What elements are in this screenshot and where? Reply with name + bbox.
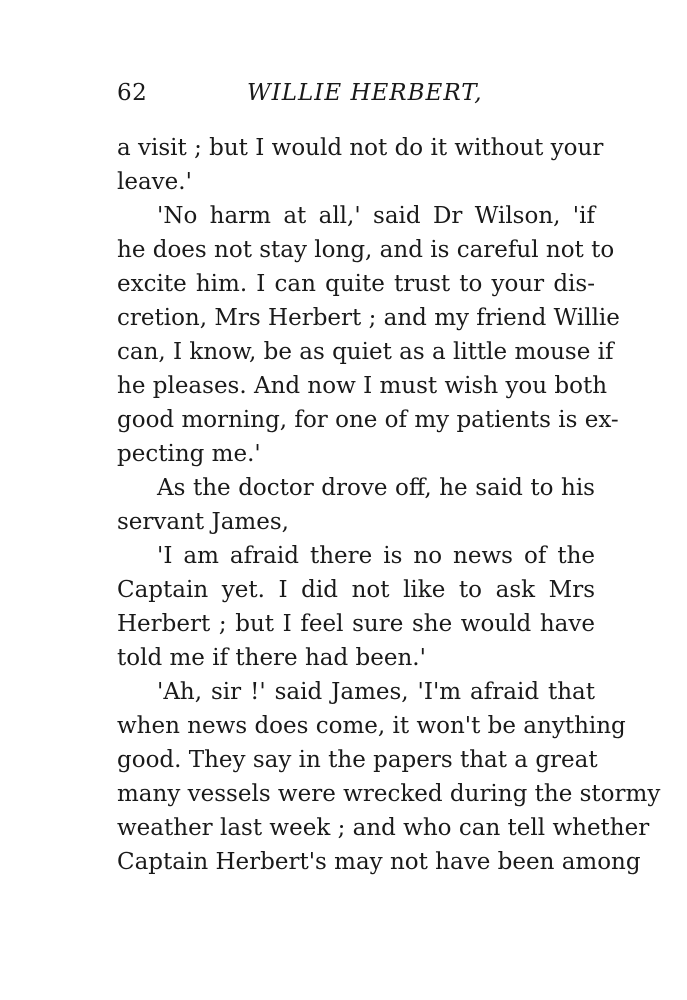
text-line: Captain Herbert's may not have been among xyxy=(117,849,641,875)
text-line: 'No harm at all,' said Dr Wilson, 'if xyxy=(157,203,595,229)
text-line: told me if there had been.' xyxy=(117,645,426,671)
text-line: can, I know, be as quiet as a little mouse if xyxy=(117,339,614,365)
text-line: when news does come, it won't be anything xyxy=(117,713,626,739)
text-line: pecting me.' xyxy=(117,441,261,467)
text-line: Herbert ; but I feel sure she would have xyxy=(117,611,595,637)
text-line: leave.' xyxy=(117,169,192,195)
text-line: cretion, Mrs Herbert ; and my friend Willie xyxy=(117,305,620,331)
text-line: good. They say in the papers that a great xyxy=(117,747,598,773)
page-number: 62 xyxy=(117,80,148,106)
text-line: 'I am afraid there is no news of the xyxy=(157,543,595,569)
text-line: he pleases. And now I must wish you both xyxy=(117,373,608,399)
text-line: good morning, for one of my patients is ex- xyxy=(117,407,619,433)
running-title: WILLIE HERBERT, xyxy=(247,80,483,106)
page-header xyxy=(117,80,597,116)
text-line: excite him. I can quite trust to your dis- xyxy=(117,271,595,297)
text-line: servant James, xyxy=(117,509,289,535)
text-line: a visit ; but I would not do it without your xyxy=(117,135,604,161)
text-line: he does not stay long, and is careful not to xyxy=(117,237,615,263)
text-line: As the doctor drove off, he said to his xyxy=(157,475,595,501)
text-line: Captain yet. I did not like to ask Mrs xyxy=(117,577,595,603)
text-line: weather last week ; and who can tell whether xyxy=(117,815,650,841)
text-line: many vessels were wrecked during the stormy xyxy=(117,781,661,807)
body-text xyxy=(117,131,661,879)
text-line: 'Ah, sir !' said James, 'I'm afraid that xyxy=(157,679,595,705)
